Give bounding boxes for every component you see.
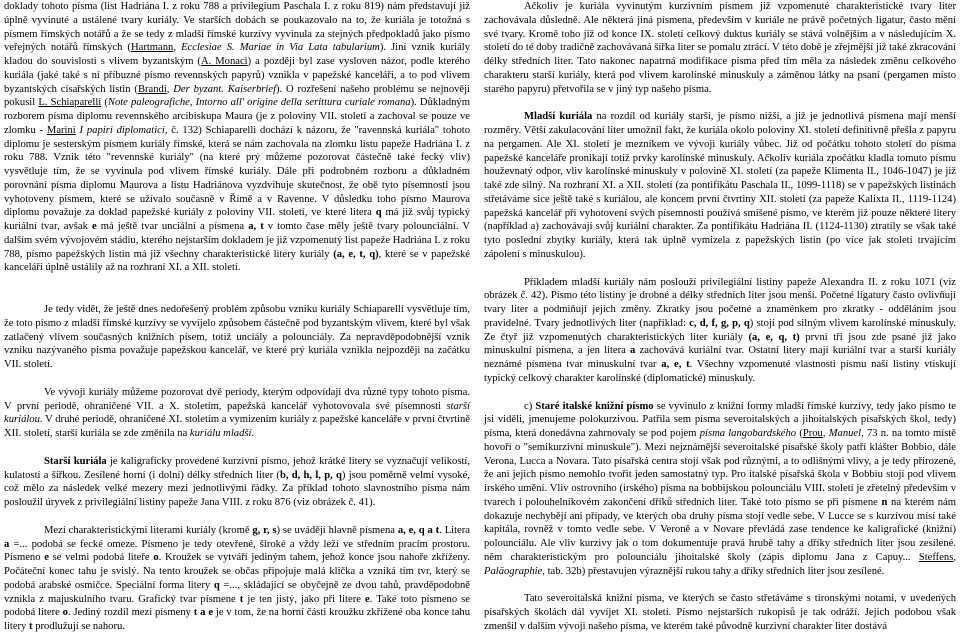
paragraph: Mezi charakteristickými literami kuriály (kromě g, r, s) se uvádějí hlavně písmena a, e, q a t. Litera a =... podobá se fecké omeze. Písmeno je tedy otevřené, široké a vždy leží ve středním pracím prostoru. Písmeno e se velmi podobá liteře o. Kroužek se vytváří jediným tahem, jehož konce jsou nahoře zkříženy. Počáteční konec tahu je svislý. Na tento kroužek se občas připojuje malá klička a vzniká tím tvr, který se podobá arabské osmičce. Speciální forma litery q =..., skládající se obyčejně ze dvou tahů, pravděpodobně vznikla z majuskulního tvaru. Grafický tvar písmene t je ten jistý, jako při litere e. Také toto písmeno se podobá litere o. Jediný rozdíl mezi písmeny t a e je v tom, že na horní části kroužku zkřížené oba konce tahu litery t prodlužují se nahoru. <box>4 524 471 632</box>
paragraph: c) Staré italské knižní písmo se vyvinulo z knižní formy mladší římské kurzívy, tedy jako písmo te jsi viděli, jmenujeme polokurzivou. Patřila sem písma severoitalských a jihoitalských písařských škol, tedy) písma, která donedávna zahrnovaly se pod pojem písma langobardského (Prou, Manuel, 73 n. na tomto místě hovoří o "semikurzivní minuskule"). Mezi nejznámější severoitalské písařské školy patří klášter Bobbio, dále Verona, Lucca a Novara. Tato písařská centra stojí však pod různými, a to odlišnými vlivy, a je tedy přirozené, že ani jejich písmo nemohlo tvořit jeden samostatný typ. Pro italské písařská škola v Bobbiu stojí pod vlivem irského umění. Vliv ostrovního (irského) písma na bobbijskou polounciálu VIII. století je zřetelný především v tvarech i polouhelníkovém zakončení dříků středních liter. Také toto písmo se při písmene n na kterém nám dokazuje nechybějí ani případy, ve kterých oba druhy písma stojí vedle sebe. V Lucce se s kurzívou mísí také kapitála, rovněž v tomto vedle sebe. V Veroně a v Novare převládá zase tendence ke kaligrafické (knižní) polounciálu. Ale vliv kurzivy jak o tom dokumentuje pravá hrubě tahy a dříky středních liter jsou zesílené. něm charakteristickým pro polounciálu jihoitalské školy (zápis diplomu Jana z Capuy... Steffens, Paläographie, tab. 32b) přestavujen výraznější rukou tahy a dříky středních liter jsou zesílené. <box>484 400 956 577</box>
paragraph: doklady tohoto písma (list Hadriána I. z roku 788 a privilegium Paschala I. z roku 819) nám představují již úplně vyvinuté a ustálené tvary kuriály. Ve starších dobách se poukazovalo na to, že kuriála je totožná s písmem římských notářů a že se tedy z mladší římské kurzívy vyvinula za stejných předpokladů jako písmo veřejných notářů římských (Hartmann, Ecclesiae S. Mariae in Via Lata tabularium). Jiní vznik kuriály kladou do souvislosti s vlivem byzantským (A. Monaci) a později byl zase vysloven názor, podle kterého kuriála (jaké také s ní příbuzné písmo revennských papyrů) vznikla v papežské kanceláři, a to pod vlivem byzantských císařských listin (Brandi, Der byzant. Kaiserbrief). O rozřešení našeho problému se nejnověji pokusil L. Schiaparelli (Note paleografiche, Intorno all' origine della serittura curiale romana). Důkladným rozborem písma diplomu revennského arcibiskupa Maura (je z poloviny VII. století a zachoval se pouze ve zlomku - Marini I papiri diplomatici, č. 132) Schiaparelli dochází k názoru, že "ravennská kuriála" tohoto diplomu je sesterským písmem kuriály římské, která se nám zachovala na zlomku listu papeže Hadriána I. z roku 788. Vznik této "revennské kuriály" (na které prý můžeme pozorovat částečně také fecký vliv) vysvětluje tím, že se vyvinula pod vlivem římské kuriály. Dále při podrobném rozboru a důkladném porovnání písma diplomu Maurova a listu Hadriánova vyzdvihuje skutečnost, že obě tyto písemnosti jsou vyhotoveny písmem, které se užívalo současně v Římě a v Ravenne. V důsledku toho písmo Maurova diplomu považuje za doklad papežské kuriály z poloviny VII. století, ve které litera q má již svůj typický kuriální tvar, avšak e má ještě tvar unciální a písmena a, t v tomto čase měly ještě tvary polounciální. V dalším svém vývojovém stádiu, kterého nejstarším dokladem je již vzpomenutý list papeže Hadriána I. z roku 788, písmo papežských listin má již všechny charakteristické litery kuriály (a, e, t, q), které se v papežské kanceláři úplně ustálily až na rozhraní XI. a XII. století. <box>4 1 471 274</box>
paragraph: Ačkoliv je kuriála vyvinutým kurzivním písmem již vzpomenuté charakteristické tvary liter zachovávala důsledně. Ale některá jiná písmena, především v kuriále ne právě početných ligatur, často mění své tvary. Kromě toho již od konce IX. století celkový duktus kuriály se stává volnějším a v následujícím X. století do té doby tradičně zachovávaná šířka liter se pomalu ztrácí. V této době je zřejmější již také zkracování délky středních liter. Tato nakonec napatrná modifikace písma před tím měla za následek změnu celkového charakteru starší kuriály, která pod vlivem karolínské minuskuly a záměnou látky na psaní (pergamen místo starého papyru) přetvořila se v jiný typ našeho písma. <box>484 1 956 95</box>
left-column <box>4 0 470 634</box>
citation-link[interactable]: Hartmann <box>130 42 174 54</box>
citation-link[interactable]: Steffens <box>918 551 954 563</box>
citation-link[interactable]: Prou <box>802 428 823 439</box>
citation-link[interactable]: A. Monaci <box>200 56 248 67</box>
paragraph: Je tedy vidět, že ještě dnes nedořešený problém způsobu vzniku kuriály Schiaparelli vysvětluje tím, že toto písmo z mladší římské kurzívy se vyvíjelo způsobem částečně pod byzantským vlivem, které byl však zatlačený vlivem současných knižních písem, totiž unciály a polounciály. Za nepravděpodobnější vznik vzniku nazývaného písma považuje papežskou kancelář, ve které prý kuriála vznikla nejpozději na začátku VII. století. <box>4 304 470 370</box>
citation-link[interactable]: L. Schiaparelli <box>38 97 102 109</box>
paragraph: Mladší kuriála na rozdíl od kuriály starší, je písmo nižší, a již je jednotlivá písmena mají menší rozměry. Větší zakulacování liter umožnil fakt, že kuriála okolo poloviny XI. století definitivně přešla z papyru na pergamen. Ale XI. století je mezníkem ve vývoji kuriály vůbec. Již od počátku tohoto století do písma papežské kanceláře pronikají totiž prvky karolínské minuskuly. Ačkoliv kuriála zpočátku kladla tomuto písmu houževnatý odpor, vliv karolínské minuskuly v polovině XI. století (za papeže Klimenta II., 1046-1047) je již také zde silný. Na rozhraní XI. a XII. století (za pontifikátu Paschala II., 1099-1118) se v papežských listinách střetáváme sice ještě také s kuriálou, ale koncem první čtvrtiny XII. století (za papeže Kalixta II., 1119-1124) papežská kancelář při vyhotovení svých písemností používá smíšené písmo, ve kterém již pouze některé litery (například a) zachovávají svůj kuriální charakter. Za pontifikátu Hadriána II. (1124-1130) ztratily se však také tyto poslední zbytky kuriály, která tak úplně vymizela z papežských listin (po více jak století trvajícím zápolení s minuskulou). <box>484 111 956 260</box>
paragraph: Ve vývoji kuriály můžeme pozorovat dvě periody, kterým odpovídají dva různé typy tohoto písma. V první periodě, ohraničené VII. a X. stoletím, papežská kancelář vyhotovovala své písemnosti starší kuriálou. V druhé periodě, ohraničené XI. stoletím a vymizením kuriály z papežské kanceláře v první čtvrtině XII. století, starší kuriála se zde změnila na kuriálu mladší. <box>4 386 470 439</box>
paragraph: Příkladem mladší kuriály nám poslouží privilegiální listiny papeže Alexandra II. z roku 1071 (viz obrázek č. 42). Písmo této listiny je drobné a délky středních liter jsou menší. Početné ligatury často ovlivňují tvary liter a podmiňují jejich změny. Zkratky jsou početné a znaménkem pro zkratky - odděláním jsou pravidelné. Tvary jednotlivých liter (například: c, d, f, g, p, q) stojí pod silným vlivem karolínské minuskuly. Ze čtyř již vzpomenutých charakteristických liter kuriály (a, e, q, t) první tři jsou zde psané již jako minuskulní písmena, a jen litera a zachovává kuriální tvar. Ostatní litery mají kuriální tvar a starší kuriály neznámé písmena tvar minuskulní tvar a, e, t. Všechny vzpomenuté vlastnosti písmu naší listiny vtiskují typický celkový charakter karolínské (diplomatické) minuskuly. <box>484 276 957 384</box>
paragraph: Starší kuriála je kaligraficky provedené kurzívní písmo, jehož krátké litery se vyznačují velikostí, kulatostí a šířkou. Zesílené horní (i dolní) délky středních liter (b, d, h, l, p, q) jsou poměrně velmi vysoké, což mělo za následek velké mezery mezi jednotlivými řádky. Za příklad tohoto slavnostního písma nám posloužil úryvek z privilegiální listiny papeže Jana VIII. z roku 876 (viz obrázek č. 41). <box>4 455 470 508</box>
right-column <box>484 0 956 634</box>
citation-link[interactable]: Marini <box>46 124 76 136</box>
citation-link[interactable]: Brandi <box>137 83 167 95</box>
paragraph: Tato severoitalská knižní písma, ve kterých se často střetáváme s tironskými notami, v uvedených písařských školách dál vyvíjet XI. století. Písmo nejstarších rukopisů je tak odráží. Jejich podobou však zmenšil v dalším vývoji našeho písma, ve kterém také původně kurzivní charakter liter dostává <box>484 593 956 632</box>
